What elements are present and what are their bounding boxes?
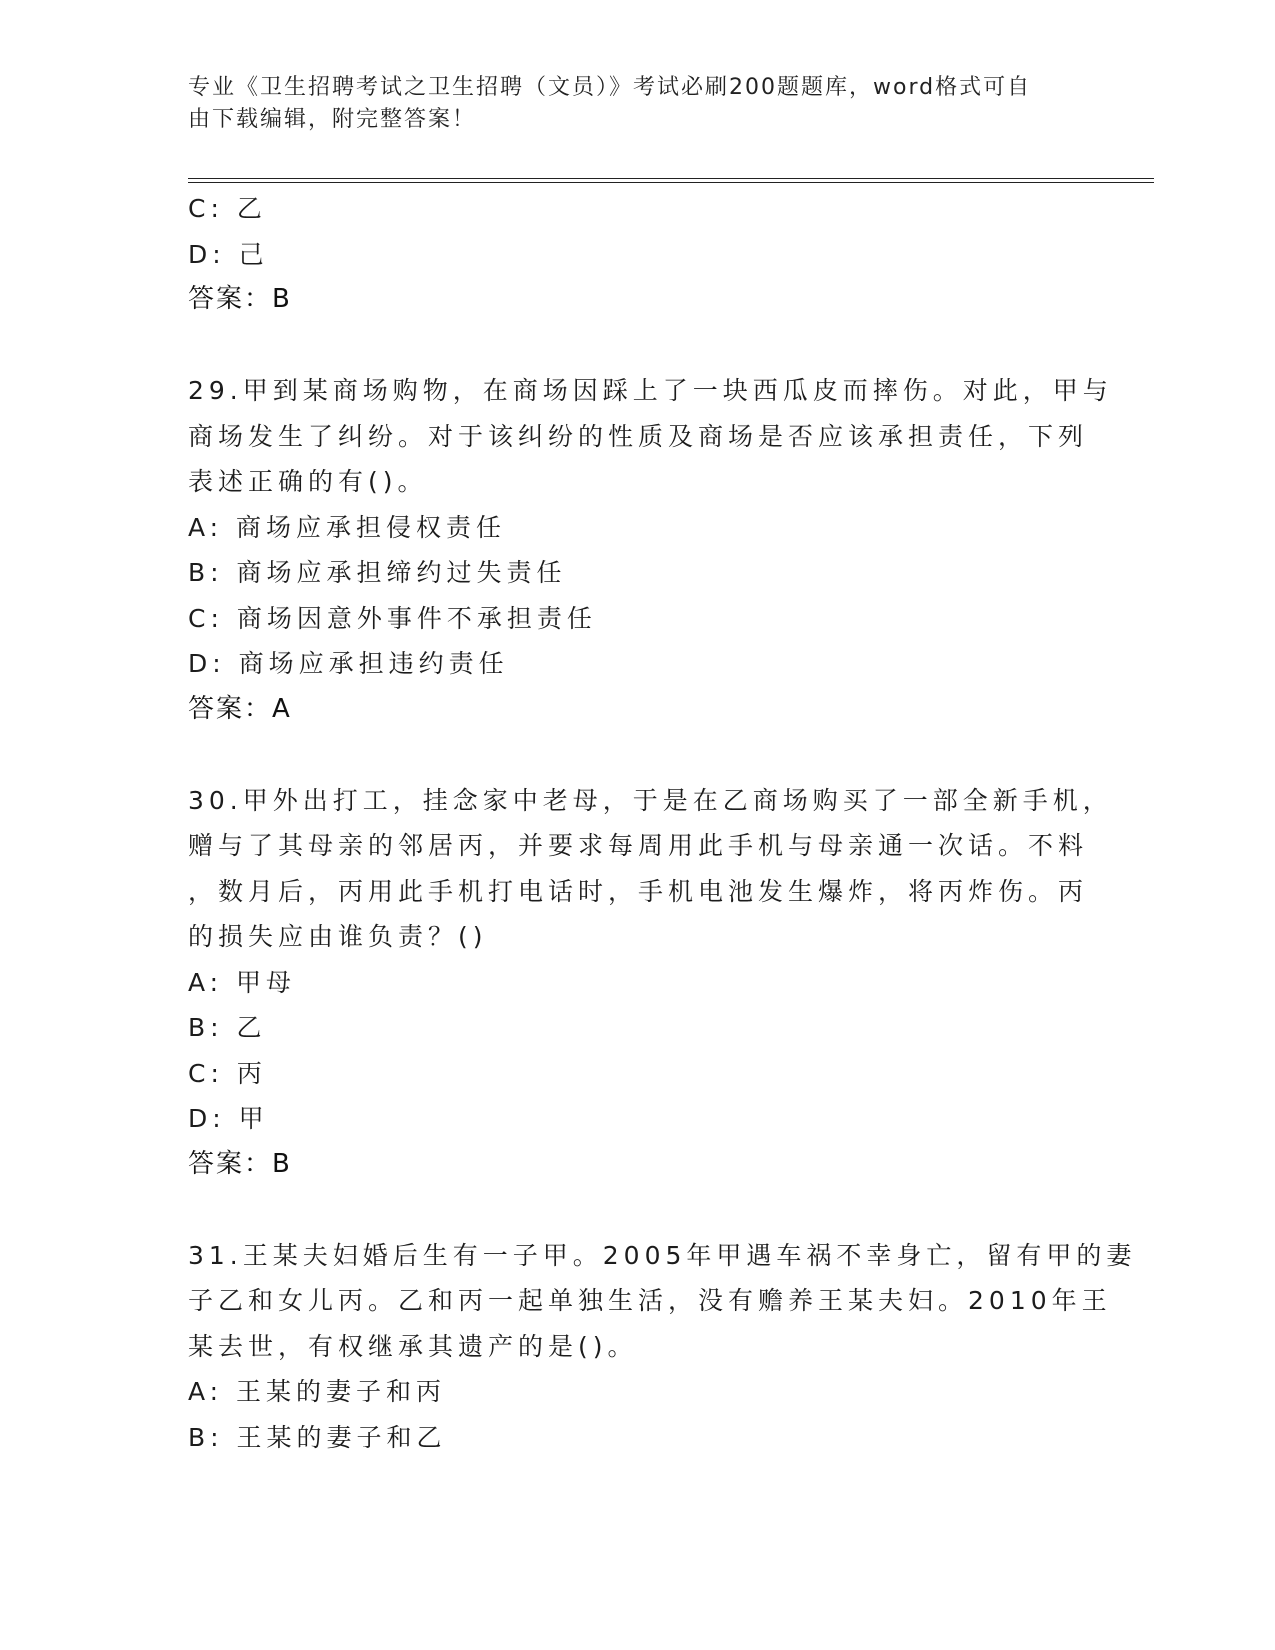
option-b: B: 乙 xyxy=(188,1013,267,1042)
spacer xyxy=(188,1187,1088,1233)
question-stem-line: 的损失应由谁负责？() xyxy=(188,922,488,951)
option-b: B: 王某的妻子和乙 xyxy=(188,1422,447,1452)
option-c: C: 丙 xyxy=(188,1058,267,1088)
header-line-1: 专业《卫生招聘考试之卫生招聘（文员）》考试必刷200题题库，word格式可自 xyxy=(188,75,1032,100)
question-stem-line: 赠与了其母亲的邻居丙，并要求每周用此手机与母亲通一次话。不料 xyxy=(188,831,1089,860)
option-a: A: 商场应承担侵权责任 xyxy=(188,512,507,542)
option-c: C: 商场因意外事件不承担责任 xyxy=(188,603,597,633)
header-rule-bottom xyxy=(188,182,1154,183)
document-body xyxy=(188,186,1137,1460)
spacer xyxy=(188,323,1088,369)
option-c: C: 乙 xyxy=(188,194,267,223)
option-b: B: 商场应承担缔约过失责任 xyxy=(188,558,567,587)
option-d: D: 甲 xyxy=(188,1104,269,1133)
question-31 xyxy=(188,1233,1137,1461)
answer-line: 答案：B xyxy=(188,284,292,314)
question-stem-line: 商场发生了纠纷。对于该纠纷的性质及商场是否应该承担责任，下列 xyxy=(188,421,1089,451)
option-a: A: 王某的妻子和丙 xyxy=(188,1377,447,1406)
question-stem-line: 29.甲到某商场购物，在商场因踩上了一块西瓜皮而摔伤。对此，甲与 xyxy=(188,376,1113,405)
question-stem-line: 某去世，有权继承其遗产的是()。 xyxy=(188,1331,638,1361)
question-30 xyxy=(188,778,1113,1188)
answer-line: 答案：B xyxy=(188,1148,292,1179)
question-stem-line: 30.甲外出打工，挂念家中老母，于是在乙商场购买了一部全新手机， xyxy=(188,785,1113,815)
header-line-2: 由下载编辑，附完整答案！ xyxy=(188,107,477,132)
option-a: A: 甲母 xyxy=(188,967,297,997)
question-29 xyxy=(188,368,1113,732)
option-d: D: 商场应承担违约责任 xyxy=(188,649,509,678)
question-stem-line: 子乙和女儿丙。乙和丙一起单独生活，没有赡养王某夫妇。2010年王 xyxy=(188,1286,1112,1315)
spacer xyxy=(188,732,1088,778)
option-d: D: 己 xyxy=(188,239,269,269)
question-stem-line: 31.王某夫妇婚后生有一子甲。2005年甲遇车祸不幸身亡，留有甲的妻 xyxy=(188,1240,1137,1270)
question-28-tail xyxy=(188,186,1088,323)
page-header xyxy=(188,72,1068,136)
question-stem-line: 表述正确的有()。 xyxy=(188,467,428,496)
question-stem-line: ，数月后，丙用此手机打电话时，手机电池发生爆炸，将丙炸伤。丙 xyxy=(188,876,1089,906)
answer-line: 答案：A xyxy=(188,693,292,724)
header-rule-top xyxy=(188,178,1154,179)
